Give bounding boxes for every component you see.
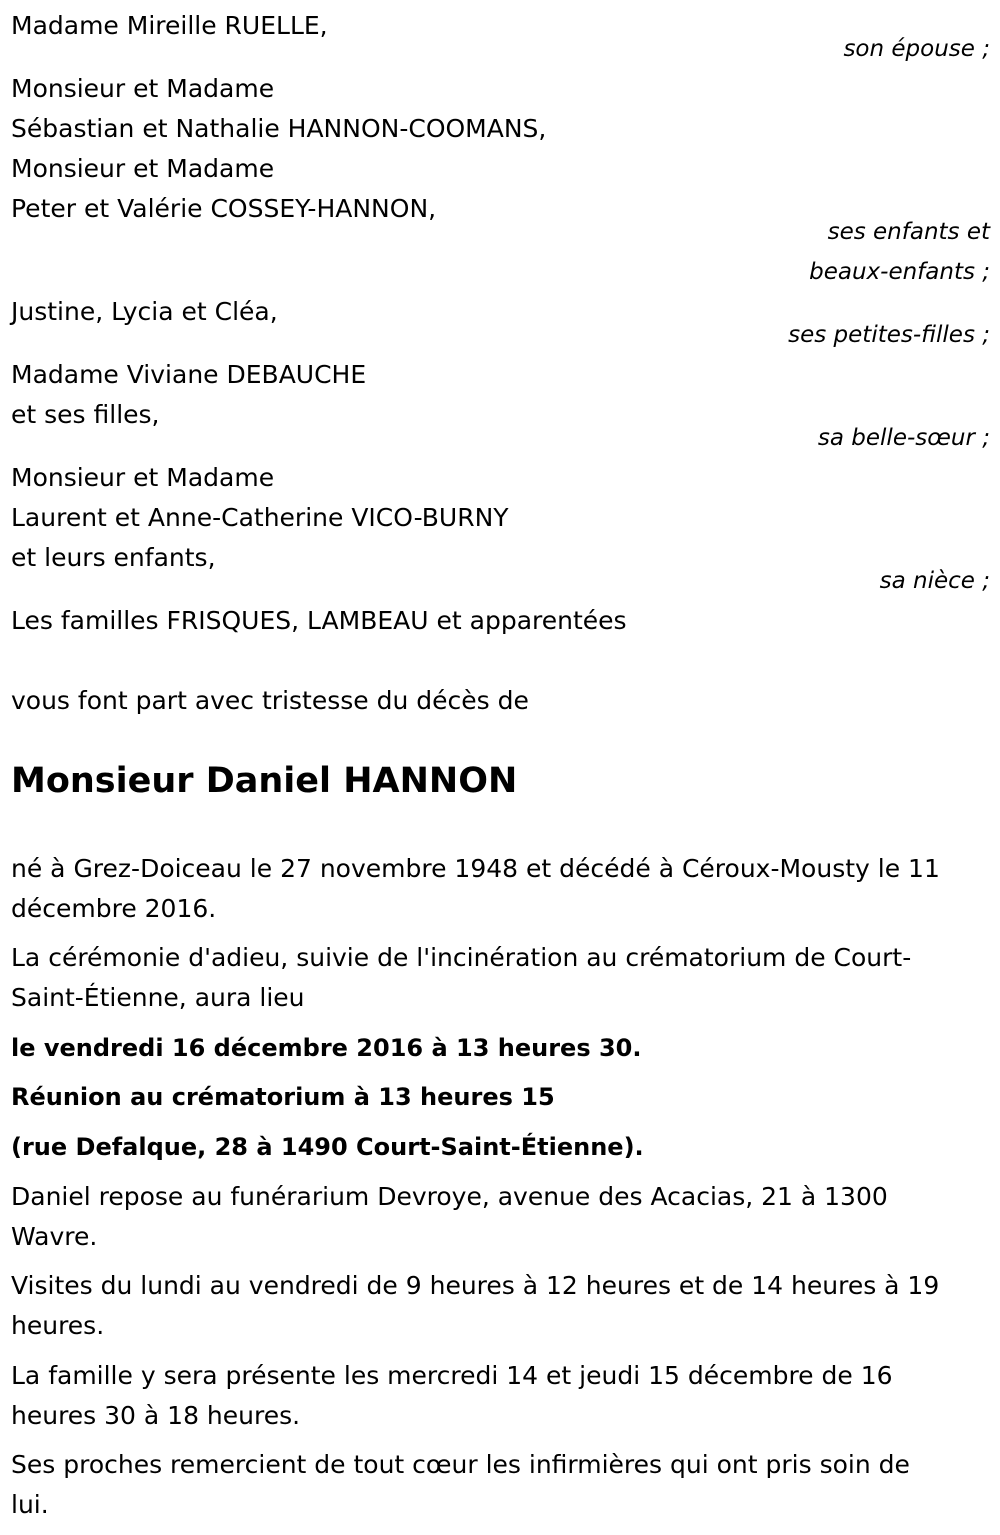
family-presence-line-1: La famille y sera présente les mercredi 14 et jeudi 15 décembre de 16 [11, 1361, 893, 1390]
other-families: Les familles FRISQUES, LAMBEAU et apparentées [11, 606, 627, 635]
children-relation-line-1: ses enfants et [827, 219, 990, 245]
sisterinlaw-line-2: et ses filles, [11, 400, 160, 429]
birth-death-line-2: décembre 2016. [11, 894, 217, 923]
niece-line-3: et leurs enfants, [11, 543, 216, 572]
children-line-1: Monsieur et Madame [11, 74, 275, 103]
rest-line-2: Wavre. [11, 1222, 98, 1251]
sisterinlaw-line-1: Madame Viviane DEBAUCHE [11, 360, 367, 389]
spouse-name: Madame Mireille RUELLE, [11, 11, 328, 40]
visits-line-2: heures. [11, 1311, 105, 1340]
birth-death-line-1: né à Grez-Doiceau le 27 novembre 1948 et décédé à Céroux-Mousty le 11 [11, 854, 940, 883]
visits-line-1: Visites du lundi au vendredi de 9 heures à 12 heures et de 14 heures à 19 [11, 1271, 940, 1300]
children-line-2: Sébastian et Nathalie HANNON-COOMANS, [11, 114, 547, 143]
children-relation-line-2: beaux-enfants ; [809, 259, 990, 285]
niece-line-1: Monsieur et Madame [11, 463, 275, 492]
niece-relation: sa nièce ; [879, 568, 990, 594]
ceremony-line-1: La cérémonie d'adieu, suivie de l'incinération au crématorium de Court- [11, 943, 912, 972]
children-line-3: Monsieur et Madame [11, 154, 275, 183]
children-line-4: Peter et Valérie COSSEY-HANNON, [11, 194, 437, 223]
rest-line-1: Daniel repose au funérarium Devroye, avenue des Acacias, 21 à 1300 [11, 1182, 888, 1211]
deceased-name: Monsieur Daniel HANNON [11, 761, 518, 801]
crematorium-address: (rue Defalque, 28 à 1490 Court-Saint-Étienne). [11, 1133, 644, 1161]
niece-line-2: Laurent et Anne-Catherine VICO-BURNY [11, 503, 509, 532]
grandchildren-relation: ses petites-filles ; [788, 322, 990, 348]
thanks-line-2: lui. [11, 1490, 49, 1519]
meeting-time: Réunion au crématorium à 13 heures 15 [11, 1083, 555, 1111]
announcement: vous font part avec tristesse du décès de [11, 686, 529, 715]
ceremony-date: le vendredi 16 décembre 2016 à 13 heures 30. [11, 1034, 642, 1062]
thanks-line-1: Ses proches remercient de tout cœur les infirmières qui ont pris soin de [11, 1450, 910, 1479]
spouse-relation: son épouse ; [843, 36, 990, 62]
grandchildren-names: Justine, Lycia et Cléa, [11, 297, 278, 326]
ceremony-line-2: Saint-Étienne, aura lieu [11, 983, 305, 1012]
sisterinlaw-relation: sa belle-sœur ; [817, 425, 990, 451]
family-presence-line-2: heures 30 à 18 heures. [11, 1401, 301, 1430]
